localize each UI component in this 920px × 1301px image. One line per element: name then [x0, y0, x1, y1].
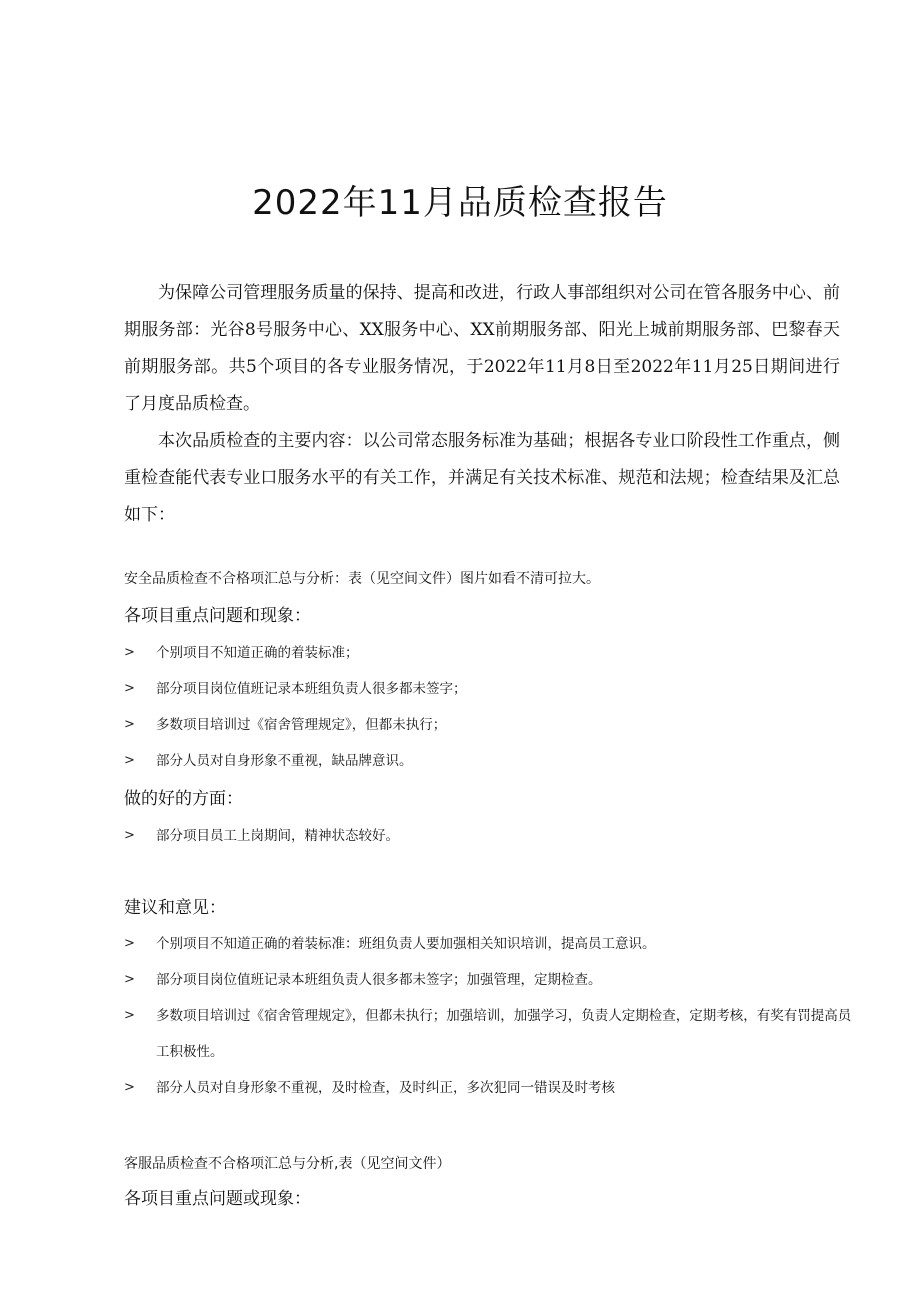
safety-good-list	[124, 818, 854, 854]
chevron-right-icon: >	[124, 645, 135, 660]
intro-paragraph-1: 为保障公司管理服务质量的保持、提高和改进，行政人事部组织对公司在管各服务中心、前期服务部：光谷8号服务中心、XX服务中心、XX前期服务部、阳光上城前期服务部、巴黎春天前期服务部。共5个项目的各专业服务情况，于2022年11月8日至2022年11月25日期间进行了月度品质检查。	[124, 283, 840, 414]
chevron-right-icon: >	[124, 681, 135, 696]
list-item: > 部分项目岗位值班记录本班组负责人很多都未签字；加强管理，定期检查。	[124, 962, 854, 998]
safety-good-heading: 做的好的方面：	[124, 789, 243, 809]
safety-section-heading: 安全品质检查不合格项汇总与分析：表（见空间文件）图片如看不清可拉大。	[124, 571, 600, 587]
safety-problems-list	[124, 635, 854, 779]
chevron-right-icon: >	[124, 1008, 135, 1023]
safety-suggestions-heading: 建议和意见：	[124, 898, 226, 918]
list-item: > 部分项目员工上岗期间，精神状态较好。	[124, 818, 854, 854]
customer-service-section-heading: 客服品质检查不合格项汇总与分析,表（见空间文件）	[124, 1156, 451, 1172]
report-title: 2022年11月品质检查报告	[252, 183, 668, 223]
list-item: > 个别项目不知道正确的着装标准；	[124, 635, 854, 671]
chevron-right-icon: >	[124, 753, 135, 768]
customer-service-problems-heading: 各项目重点问题或现象：	[124, 1189, 311, 1209]
intro-paragraph-2: 本次品质检查的主要内容：以公司常态服务标准为基础；根据各专业口阶段性工作重点，侧重检查能代表专业口服务水平的有关工作，并满足有关技术标准、规范和法规；检查结果及汇总如下：	[124, 431, 840, 525]
chevron-right-icon: >	[124, 972, 135, 987]
safety-suggestions-list	[124, 926, 854, 1106]
chevron-right-icon: >	[124, 936, 135, 951]
list-item: > 部分人员对自身形象不重视，及时检查，及时纠正，多次犯同一错误及时考核	[124, 1070, 854, 1106]
chevron-right-icon: >	[124, 717, 135, 732]
chevron-right-icon: >	[124, 828, 135, 843]
list-item: > 部分项目岗位值班记录本班组负责人很多都未签字；	[124, 671, 854, 707]
chevron-right-icon: >	[124, 1080, 135, 1095]
list-item: > 个别项目不知道正确的着装标准：班组负责人要加强相关知识培训，提高员工意识。	[124, 926, 854, 962]
safety-problems-heading: 各项目重点问题和现象：	[124, 606, 311, 626]
list-item: > 多数项目培训过《宿舍管理规定》，但都未执行；	[124, 707, 854, 743]
list-item: > 多数项目培训过《宿舍管理规定》，但都未执行；加强培训，加强学习，负责人定期检查，定期考核，有奖有罚提高员工积极性。	[124, 998, 854, 1070]
list-item: > 部分人员对自身形象不重视，缺品牌意识。	[124, 743, 854, 779]
